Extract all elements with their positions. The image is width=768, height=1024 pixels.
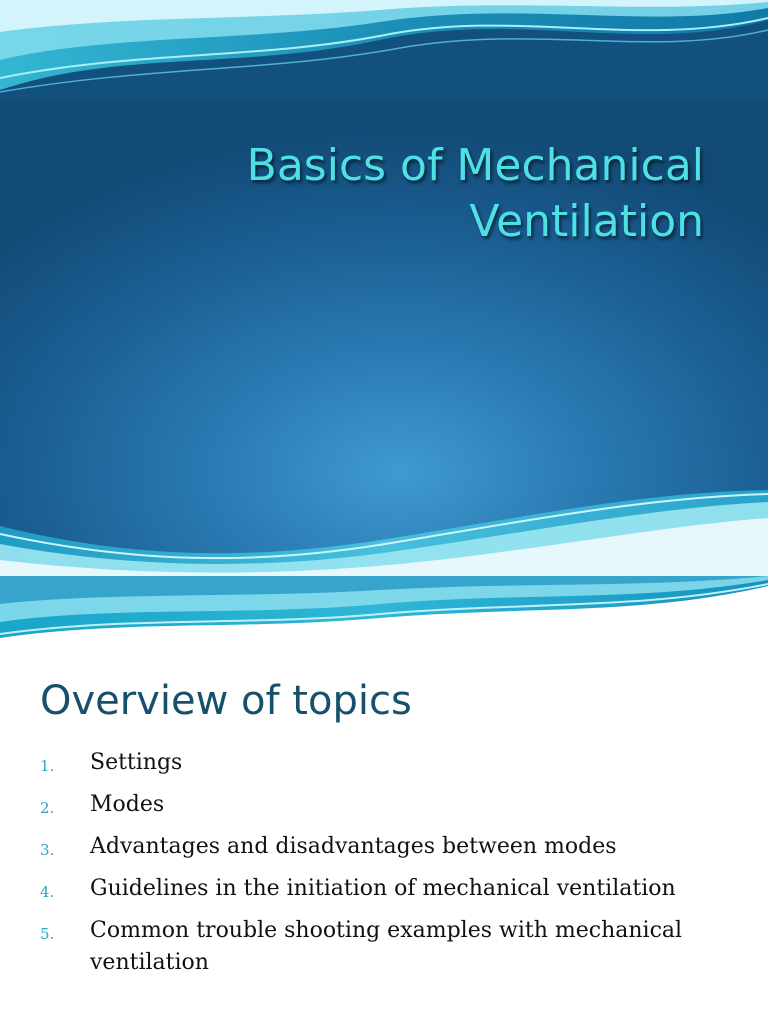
bottom-wave-decoration bbox=[0, 486, 768, 576]
list-item bbox=[40, 786, 740, 828]
topics-list bbox=[40, 744, 740, 984]
list-number: 4. bbox=[40, 883, 55, 901]
list-item-text: Guidelines in the initiation of mechanical ventilation bbox=[90, 876, 676, 901]
list-item-text: Common trouble shooting examples with mechanical ventilation bbox=[90, 918, 683, 975]
list-item-text: Settings bbox=[90, 750, 183, 775]
list-number: 1. bbox=[40, 757, 55, 775]
list-item bbox=[40, 912, 740, 984]
overview-slide bbox=[0, 576, 768, 1024]
list-item bbox=[40, 744, 740, 786]
list-item-text: Modes bbox=[90, 792, 165, 817]
slide-title-line1: Basics of Mechanical bbox=[246, 140, 704, 191]
slide-title bbox=[64, 138, 704, 250]
overview-title: Overview of topics bbox=[40, 678, 412, 724]
list-number: 5. bbox=[40, 925, 55, 943]
overview-top-wave-decoration bbox=[0, 576, 768, 646]
list-item-text: Advantages and disadvantages between modes bbox=[90, 834, 617, 859]
list-number: 3. bbox=[40, 841, 55, 859]
slide-title-line2: Ventilation bbox=[469, 196, 704, 247]
list-item bbox=[40, 828, 740, 870]
top-wave-decoration bbox=[0, 0, 768, 100]
list-item bbox=[40, 870, 740, 912]
list-number: 2. bbox=[40, 799, 55, 817]
